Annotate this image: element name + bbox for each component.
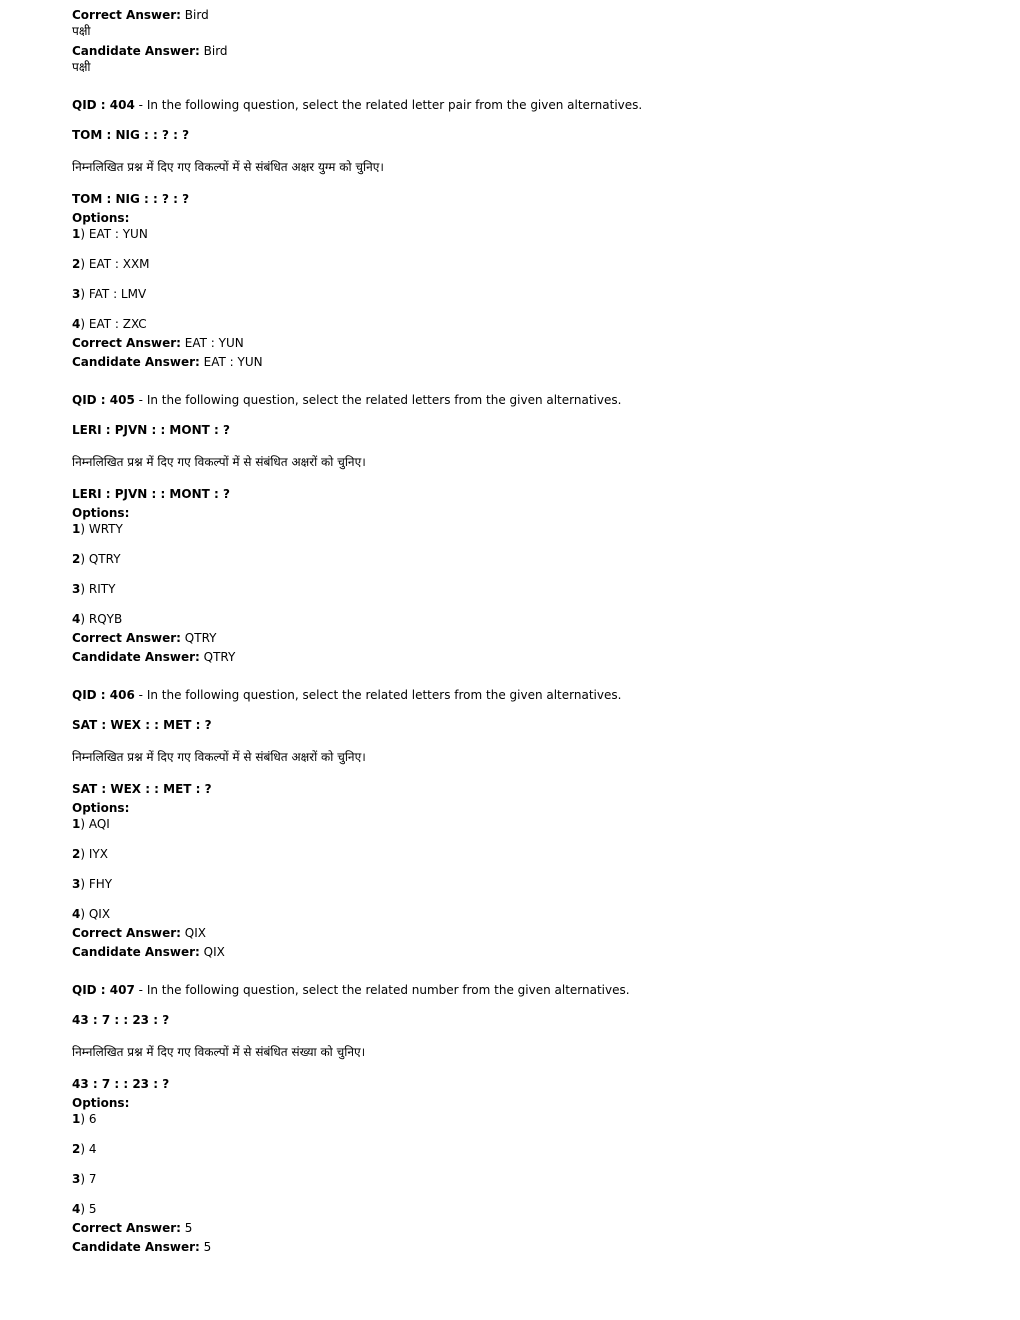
option-number: 1 — [72, 522, 81, 536]
question-text-english: - In the following question, select the related letter pair from the given alternatives. — [138, 98, 643, 112]
option-text: ) EAT : ZXC — [80, 317, 147, 331]
candidate-answer-value: QTRY — [203, 650, 236, 664]
option-number: 1 — [72, 227, 81, 241]
option-item — [72, 551, 972, 567]
previous-answer-block — [72, 7, 972, 75]
question-block — [72, 392, 972, 665]
option-text: ) 6 — [80, 1112, 97, 1126]
question-block — [72, 97, 972, 370]
option-number: 2 — [72, 847, 81, 861]
correct-answer-value: QTRY — [184, 631, 217, 645]
option-text: ) EAT : YUN — [80, 227, 148, 241]
option-text: ) WRTY — [80, 522, 123, 536]
correct-answer-line — [72, 1220, 972, 1236]
option-text: ) QTRY — [80, 552, 121, 566]
options-list — [72, 1111, 972, 1217]
option-item — [72, 816, 972, 832]
option-item — [72, 581, 972, 597]
option-text: ) 4 — [80, 1142, 97, 1156]
question-header — [72, 97, 972, 113]
correct-answer-value: 5 — [184, 1221, 193, 1235]
option-item — [72, 1201, 972, 1217]
candidate-answer-label: Candidate Answer: — [72, 355, 200, 369]
option-item — [72, 226, 972, 242]
option-number: 4 — [72, 612, 81, 626]
option-text: ) QIX — [80, 907, 111, 921]
question-list — [72, 97, 972, 1255]
candidate-answer-value: 5 — [203, 1240, 212, 1254]
option-text: ) IYX — [80, 847, 108, 861]
options-label: Options: — [72, 506, 130, 520]
candidate-answer-value: EAT : YUN — [203, 355, 263, 369]
option-number: 1 — [72, 817, 81, 831]
option-number: 2 — [72, 552, 81, 566]
option-number: 4 — [72, 907, 81, 921]
question-id: QID : 405 — [72, 393, 135, 407]
question-prompt-repeat: SAT : WEX : : MET : ? — [72, 782, 212, 796]
candidate-answer-label: Candidate Answer: — [72, 1240, 200, 1254]
correct-answer-label: Correct Answer: — [72, 926, 181, 940]
question-block — [72, 687, 972, 960]
correct-answer-line — [72, 335, 972, 351]
options-list — [72, 521, 972, 627]
option-number: 4 — [72, 1202, 81, 1216]
options-list — [72, 816, 972, 922]
correct-answer-line — [72, 630, 972, 646]
correct-answer-label: Correct Answer: — [72, 336, 181, 350]
option-text: ) AQI — [80, 817, 110, 831]
option-item — [72, 521, 972, 537]
option-text: ) RITY — [80, 582, 116, 596]
question-header — [72, 392, 972, 408]
correct-answer-label: Correct Answer: — [72, 8, 181, 22]
correct-answer-value: Bird — [184, 8, 209, 22]
option-item — [72, 316, 972, 332]
option-item — [72, 1141, 972, 1157]
question-prompt-repeat: 43 : 7 : : 23 : ? — [72, 1077, 170, 1091]
options-list — [72, 226, 972, 332]
option-number: 3 — [72, 877, 81, 891]
options-label: Options: — [72, 801, 130, 815]
candidate-answer-value: QIX — [203, 945, 225, 959]
question-text-hindi: निम्नलिखित प्रश्न में दिए गए विकल्पों में से संबंधित अक्षर युग्म को चुनिए। — [72, 160, 384, 174]
question-text-hindi: निम्नलिखित प्रश्न में दिए गए विकल्पों में से संबंधित अक्षरों को चुनिए। — [72, 750, 366, 764]
correct-answer-line — [72, 7, 972, 23]
option-item — [72, 286, 972, 302]
candidate-answer-line — [72, 649, 972, 665]
option-item — [72, 876, 972, 892]
option-item — [72, 1171, 972, 1187]
option-text: ) EAT : XXM — [80, 257, 150, 271]
correct-answer-label: Correct Answer: — [72, 631, 181, 645]
correct-answer-value: QIX — [184, 926, 207, 940]
question-header — [72, 687, 972, 703]
question-text-english: - In the following question, select the related letters from the given alternatives. — [138, 688, 622, 702]
option-text: ) RQYB — [80, 612, 123, 626]
candidate-answer-label: Candidate Answer: — [72, 650, 200, 664]
option-number: 3 — [72, 287, 81, 301]
option-number: 2 — [72, 257, 81, 271]
question-text-hindi: निम्नलिखित प्रश्न में दिए गए विकल्पों में से संबंधित संख्या को चुनिए। — [72, 1045, 366, 1059]
options-label: Options: — [72, 211, 130, 225]
option-text: ) FHY — [80, 877, 113, 891]
option-item — [72, 256, 972, 272]
candidate-answer-line — [72, 1239, 972, 1255]
question-prompt-repeat: LERI : PJVN : : MONT : ? — [72, 487, 230, 501]
option-text: ) 7 — [80, 1172, 97, 1186]
candidate-answer-label: Candidate Answer: — [72, 44, 200, 58]
option-item — [72, 906, 972, 922]
options-label: Options: — [72, 1096, 130, 1110]
question-id: QID : 407 — [72, 983, 135, 997]
candidate-answer-label: Candidate Answer: — [72, 945, 200, 959]
option-number: 4 — [72, 317, 81, 331]
candidate-answer-hindi: पक्षी — [72, 60, 91, 74]
question-text-english: - In the following question, select the related letters from the given alternatives. — [138, 393, 622, 407]
option-item — [72, 611, 972, 627]
question-prompt-repeat: TOM : NIG : : ? : ? — [72, 192, 190, 206]
option-number: 1 — [72, 1112, 81, 1126]
question-id: QID : 406 — [72, 688, 135, 702]
question-prompt: TOM : NIG : : ? : ? — [72, 128, 190, 142]
candidate-answer-line — [72, 944, 972, 960]
correct-answer-hindi: पक्षी — [72, 24, 91, 38]
candidate-answer-line — [72, 43, 972, 59]
question-prompt: 43 : 7 : : 23 : ? — [72, 1013, 170, 1027]
candidate-answer-line — [72, 354, 972, 370]
option-number: 3 — [72, 582, 81, 596]
question-prompt: SAT : WEX : : MET : ? — [72, 718, 212, 732]
question-header — [72, 982, 972, 998]
option-item — [72, 846, 972, 862]
candidate-answer-value: Bird — [203, 44, 228, 58]
question-block — [72, 982, 972, 1255]
option-number: 2 — [72, 1142, 81, 1156]
option-item — [72, 1111, 972, 1127]
option-text: ) 5 — [80, 1202, 97, 1216]
option-text: ) FAT : LMV — [80, 287, 147, 301]
option-number: 3 — [72, 1172, 81, 1186]
correct-answer-value: EAT : YUN — [184, 336, 244, 350]
correct-answer-label: Correct Answer: — [72, 1221, 181, 1235]
question-text-hindi: निम्नलिखित प्रश्न में दिए गए विकल्पों में से संबंधित अक्षरों को चुनिए। — [72, 455, 366, 469]
document-page — [72, 7, 972, 1255]
question-id: QID : 404 — [72, 98, 135, 112]
question-prompt: LERI : PJVN : : MONT : ? — [72, 423, 230, 437]
correct-answer-line — [72, 925, 972, 941]
question-text-english: - In the following question, select the related number from the given alternatives. — [138, 983, 630, 997]
